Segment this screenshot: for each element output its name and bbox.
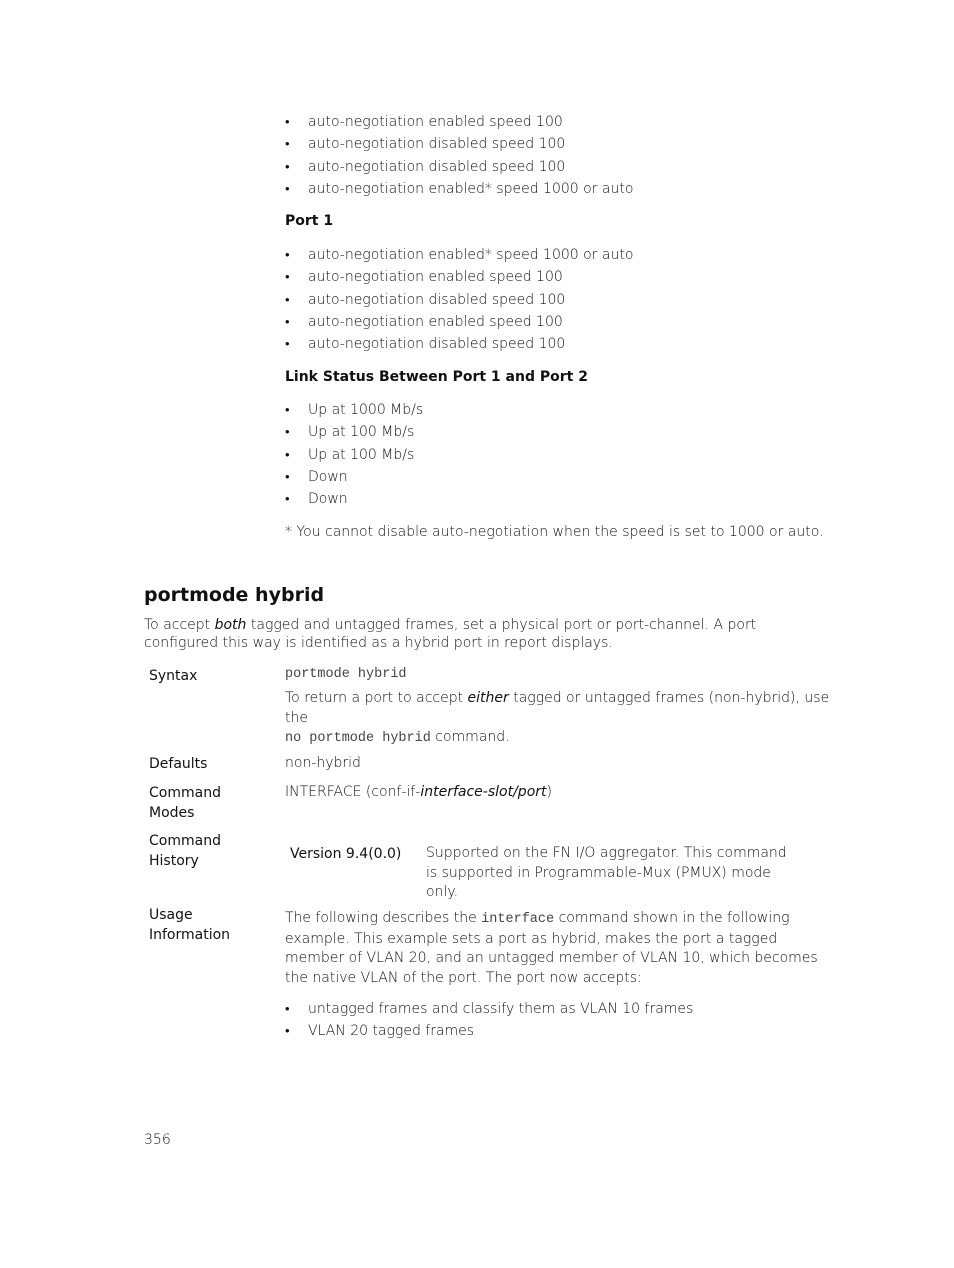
list-item: • Up at 100 Mb/s	[285, 424, 423, 446]
page-number: 356	[144, 1132, 171, 1148]
list-item: • Up at 100 Mb/s	[285, 447, 423, 469]
list-item: • auto-negotiation disabled speed 100	[285, 336, 633, 358]
list-item: • auto-negotiation enabled speed 100	[285, 269, 633, 291]
intro-paragraph: To accept both tagged and untagged frames, set a physical port or port-channel. A port configured this way is identified as a hybrid port in report displays.	[144, 617, 757, 651]
defaults-label: Defaults	[149, 756, 208, 772]
command-modes-value: INTERFACE (conf-if-interface-slot/port)	[285, 784, 552, 800]
port1-heading: Port 1	[285, 213, 334, 229]
syntax-note: To return a port to accept either tagged or untagged frames (non-hybrid), use the no portmode hybrid command.	[285, 690, 830, 747]
list-item: • Up at 1000 Mb/s	[285, 402, 423, 424]
emphasis: both	[214, 617, 247, 633]
command-modes-label: Command Modes	[149, 785, 221, 821]
usage-paragraph: The following describes the interface command shown in the following example. This example sets a port as hybrid, makes the port a tagged member of VLAN 20, and an untagged member of VLAN 10, which becomes the native VLAN of the port. The port now accepts:	[285, 910, 818, 986]
code-snippet: no portmode hybrid	[285, 731, 431, 747]
link-status-list	[285, 402, 423, 513]
syntax-label: Syntax	[149, 668, 198, 684]
list-item: • auto-negotiation disabled speed 100	[285, 159, 633, 181]
list-item: • auto-negotiation enabled* speed 1000 or auto	[285, 247, 633, 269]
defaults-value: non-hybrid	[285, 755, 361, 771]
list-item: • untagged frames and classify them as VLAN 10 frames	[285, 1001, 693, 1023]
list-item: • auto-negotiation enabled speed 100	[285, 114, 633, 136]
section-title: portmode hybrid	[144, 584, 325, 606]
code-snippet: interface	[481, 912, 555, 927]
list-item: • Down	[285, 469, 423, 491]
command-history-label: Command History	[149, 833, 221, 869]
history-description: Supported on the FN I/O aggregator. This command is supported in Programmable-Mux (PMUX) mode only.	[426, 845, 787, 901]
speed-list-port1	[285, 247, 633, 358]
speed-list-port2	[285, 114, 633, 203]
list-item: • auto-negotiation disabled speed 100	[285, 292, 633, 314]
usage-information-label: Usage Information	[149, 907, 231, 943]
list-item: • auto-negotiation enabled* speed 1000 or auto	[285, 181, 633, 203]
footnote: * You cannot disable auto-negotiation when the speed is set to 1000 or auto.	[285, 524, 824, 540]
list-item: • auto-negotiation enabled speed 100	[285, 314, 633, 336]
usage-list	[285, 1001, 693, 1046]
link-status-heading: Link Status Between Port 1 and Port 2	[285, 369, 588, 385]
list-item: • VLAN 20 tagged frames	[285, 1023, 693, 1045]
list-item: • auto-negotiation disabled speed 100	[285, 136, 633, 158]
list-item: • Down	[285, 491, 423, 513]
history-version: Version 9.4(0.0)	[290, 846, 402, 862]
syntax-command: portmode hybrid	[285, 667, 407, 682]
